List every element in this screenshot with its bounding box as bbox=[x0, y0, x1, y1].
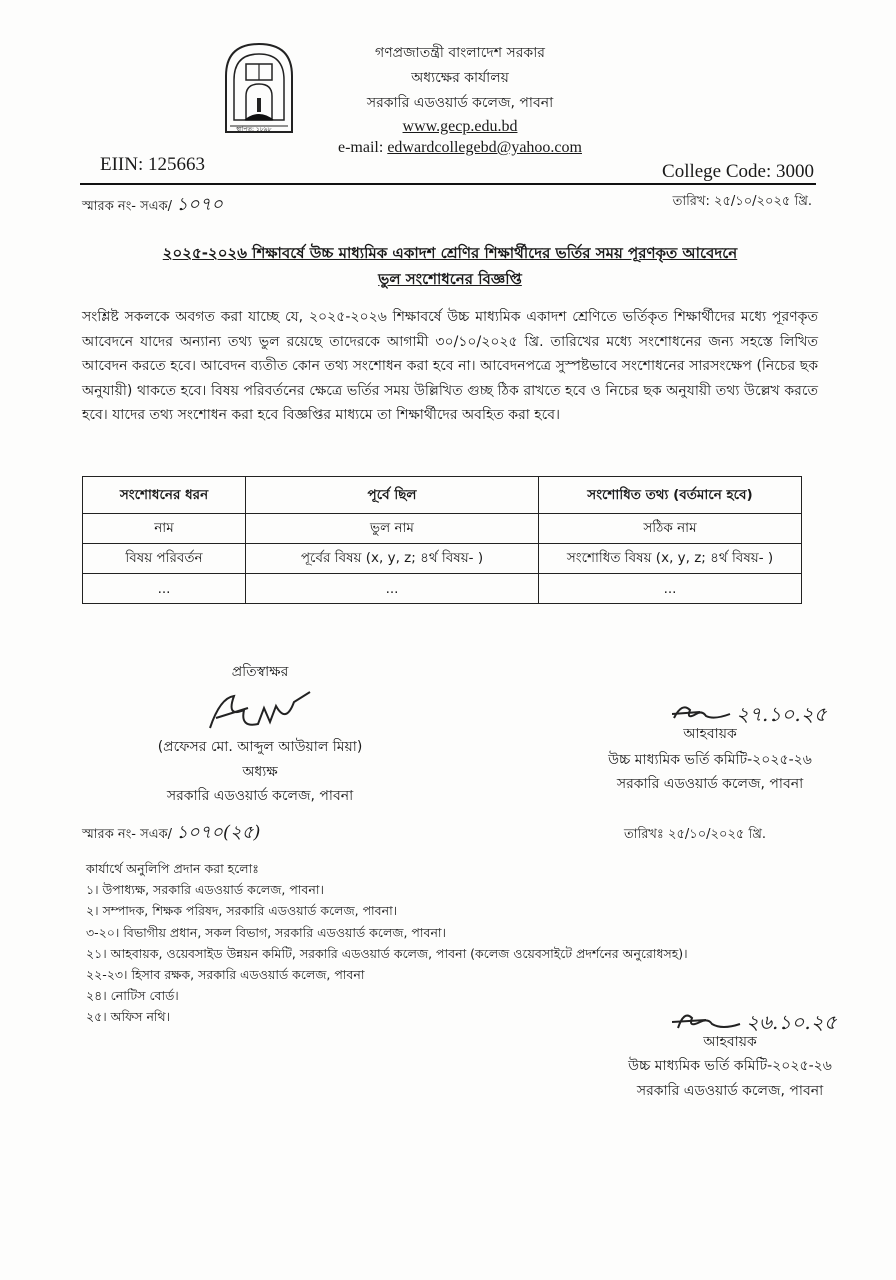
convener-2-handwritten-date: ২৬.১০.২৫ bbox=[746, 1010, 837, 1034]
table-cell: ... bbox=[539, 574, 802, 604]
header-corrected: সংশোধিত তথ্য (বর্তমানে হবে) bbox=[539, 477, 802, 514]
list-item: ১। উপাধ্যক্ষ, সরকারি এডওয়ার্ড কলেজ, পাবনা। bbox=[86, 882, 324, 898]
list-item: ২৫। অফিস নথি। bbox=[86, 1009, 171, 1025]
convener-2-institution: সরকারি এডওয়ার্ড কলেজ, পাবনা bbox=[636, 1083, 824, 1099]
principal-designation: অধ্যক্ষ bbox=[242, 764, 278, 780]
eiin-number: EIIN: 125663 bbox=[100, 154, 206, 175]
countersign-label: প্রতিস্বাক্ষর bbox=[231, 664, 289, 680]
govt-name: গণপ্রজাতন্ত্রী বাংলাদেশ সরকার bbox=[375, 45, 545, 61]
table-cell: নাম bbox=[83, 514, 246, 544]
convener-2-committee: উচ্চ মাধ্যমিক ভর্তি কমিটি-২০২৫-২৬ bbox=[628, 1058, 832, 1074]
college-code: College Code: 3000 bbox=[662, 161, 814, 182]
issue-date bbox=[673, 192, 812, 213]
date-label: তারিখ: bbox=[672, 194, 710, 209]
website-link[interactable]: www.gecp.edu.bd bbox=[402, 118, 518, 135]
table-cell: সংশোধিত বিষয় (x, y, z; ৪র্থ বিষয়- ) bbox=[539, 544, 802, 574]
convener-committee: উচ্চ মাধ্যমিক ভর্তি কমিটি-২০২৫-২৬ bbox=[608, 752, 812, 768]
table-cell: পূর্বের বিষয় (x, y, z; ৪র্থ বিষয়- ) bbox=[246, 544, 539, 574]
list-item: ২১। আহবায়ক, ওয়েবসাইড উন্নয়ন কমিটি, সরকারি এডওয়ার্ড কলেজ, পাবনা (কলেজ ওয়েবসাইটে প্রদর্শনের অনুরোধসহ)। bbox=[86, 945, 688, 961]
header-previous: পূর্বে ছিল bbox=[246, 477, 539, 514]
memo-handwritten-number: ১০৭০ bbox=[176, 194, 223, 215]
copy-date bbox=[624, 825, 766, 846]
convener-handwritten-date: ২৭.১০.২৫ bbox=[736, 702, 827, 726]
principal-institution: সরকারি এডওয়ার্ড কলেজ, পাবনা bbox=[166, 788, 354, 804]
list-item: ২৪। নোটিস বোর্ড। bbox=[86, 988, 179, 1004]
principal-signature-icon bbox=[200, 688, 330, 740]
memo-number bbox=[82, 190, 223, 221]
table-row bbox=[83, 544, 802, 574]
convener-title: আহবায়ক bbox=[683, 726, 737, 742]
copy-date-label: তারিখঃ bbox=[624, 827, 664, 842]
copy-memo-prefix: স্মারক নং- সএক/ bbox=[82, 827, 173, 842]
notice-title-line1: ২০২৫-২০২৬ শিক্ষাবর্ষে উচ্চ মাধ্যমিক একাদশ শ্রেণির শিক্ষার্থীদের ভর্তির সময় পূরণকৃত আবেদনে bbox=[162, 244, 738, 262]
email-line bbox=[300, 140, 620, 156]
date-value: ২৫/১০/২০২৫ খ্রি. bbox=[714, 194, 812, 209]
notice-title-line2: ভুল সংশোধনের বিজ্ঞপ্তি bbox=[378, 270, 522, 288]
email-label: e-mail: bbox=[338, 139, 384, 156]
copy-distribution-list bbox=[86, 858, 688, 1028]
logo-caption: স্থাপিত: ১৮৯৮ bbox=[236, 126, 272, 133]
copy-memo-handwritten-number: ১০৭০(২৫) bbox=[176, 822, 261, 843]
convener-2-title: আহবায়ক bbox=[703, 1034, 757, 1050]
memo-prefix: স্মারক নং- সএক/ bbox=[82, 199, 173, 214]
list-item: ৩-২০। বিভাগীয় প্রধান, সকল বিভাগ, সরকারি এডওয়ার্ড কলেজ, পাবনা। bbox=[86, 924, 447, 940]
table-header-row bbox=[83, 477, 802, 514]
office-name: অধ্যক্ষের কার্যালয় bbox=[411, 70, 509, 86]
principal-name: (প্রফেসর মো. আব্দুল আউয়াল মিয়া) bbox=[157, 739, 363, 755]
email-link[interactable]: edwardcollegebd@yahoo.com bbox=[387, 139, 582, 156]
table-cell: সঠিক নাম bbox=[539, 514, 802, 544]
college-emblem-icon bbox=[222, 40, 296, 136]
table-cell: বিষয় পরিবর্তন bbox=[83, 544, 246, 574]
college-logo bbox=[222, 40, 296, 136]
header-divider bbox=[80, 183, 816, 185]
notice-body: সংশ্লিষ্ট সকলকে অবগত করা যাচ্ছে যে, ২০২৫-২০২৬ শিক্ষাবর্ষে উচ্চ মাধ্যমিক একাদশ শ্রেণিতে ভর্তিকৃত শিক্ষার্থীদের মধ্যে পূরণকৃত আবেদনে যাদের অন্যান্য তথ্য ভুল রয়েছে তাদেরকে আগামী ৩০/১০/২০২৫ খ্রি. তারিখের মধ্যে সংশোধনের জন্য সহস্তে লিখিত আবেদন করতে হবে। আবেদন ব্যতীত কোন তথ্য সংশোধন করা হবে না। আবেদনপত্রে সুস্পষ্টভাবে সংশোধনের সারসংক্ষেপ (নিচের ছক অনুযায়ী) থাকতে হবে। বিষয় পরিবর্তনের ক্ষেত্রে ভর্তির সময় উল্লিখিত গুচ্ছ ঠিক রাখতে হবে ও নিচের ছক অনুযায়ী তথ্য উল্লেখ করতে হবে। যাদের তথ্য সংশোধন করা হবে বিজ্ঞপ্তির মাধ্যমে তা শিক্ষার্থীদের অবহিত করা হবে। bbox=[82, 309, 818, 423]
notice-title bbox=[80, 240, 820, 292]
table-row bbox=[83, 514, 802, 544]
correction-table bbox=[82, 476, 802, 604]
table-cell: ভুল নাম bbox=[246, 514, 539, 544]
table-row bbox=[83, 574, 802, 604]
copy-date-value: ২৫/১০/২০২৫ খ্রি. bbox=[668, 827, 766, 842]
list-item: ২। সম্পাদক, শিক্ষক পরিষদ, সরকারি এডওয়ার্ড কলেজ, পাবনা। bbox=[86, 903, 398, 919]
convener-institution: সরকারি এডওয়ার্ড কলেজ, পাবনা bbox=[616, 776, 804, 792]
header-correction-type: সংশোধনের ধরন bbox=[83, 477, 246, 514]
college-name: সরকারি এডওয়ার্ড কলেজ, পাবনা bbox=[366, 95, 554, 111]
table-cell: ... bbox=[83, 574, 246, 604]
table-cell: ... bbox=[246, 574, 539, 604]
list-item: ২২-২৩। হিসাব রক্ষক, সরকারি এডওয়ার্ড কলেজ, পাবনা bbox=[86, 967, 365, 983]
copy-intro: কার্যার্থে অনুলিপি প্রদান করা হলোঃ bbox=[86, 861, 259, 876]
copy-memo-number bbox=[82, 818, 260, 849]
